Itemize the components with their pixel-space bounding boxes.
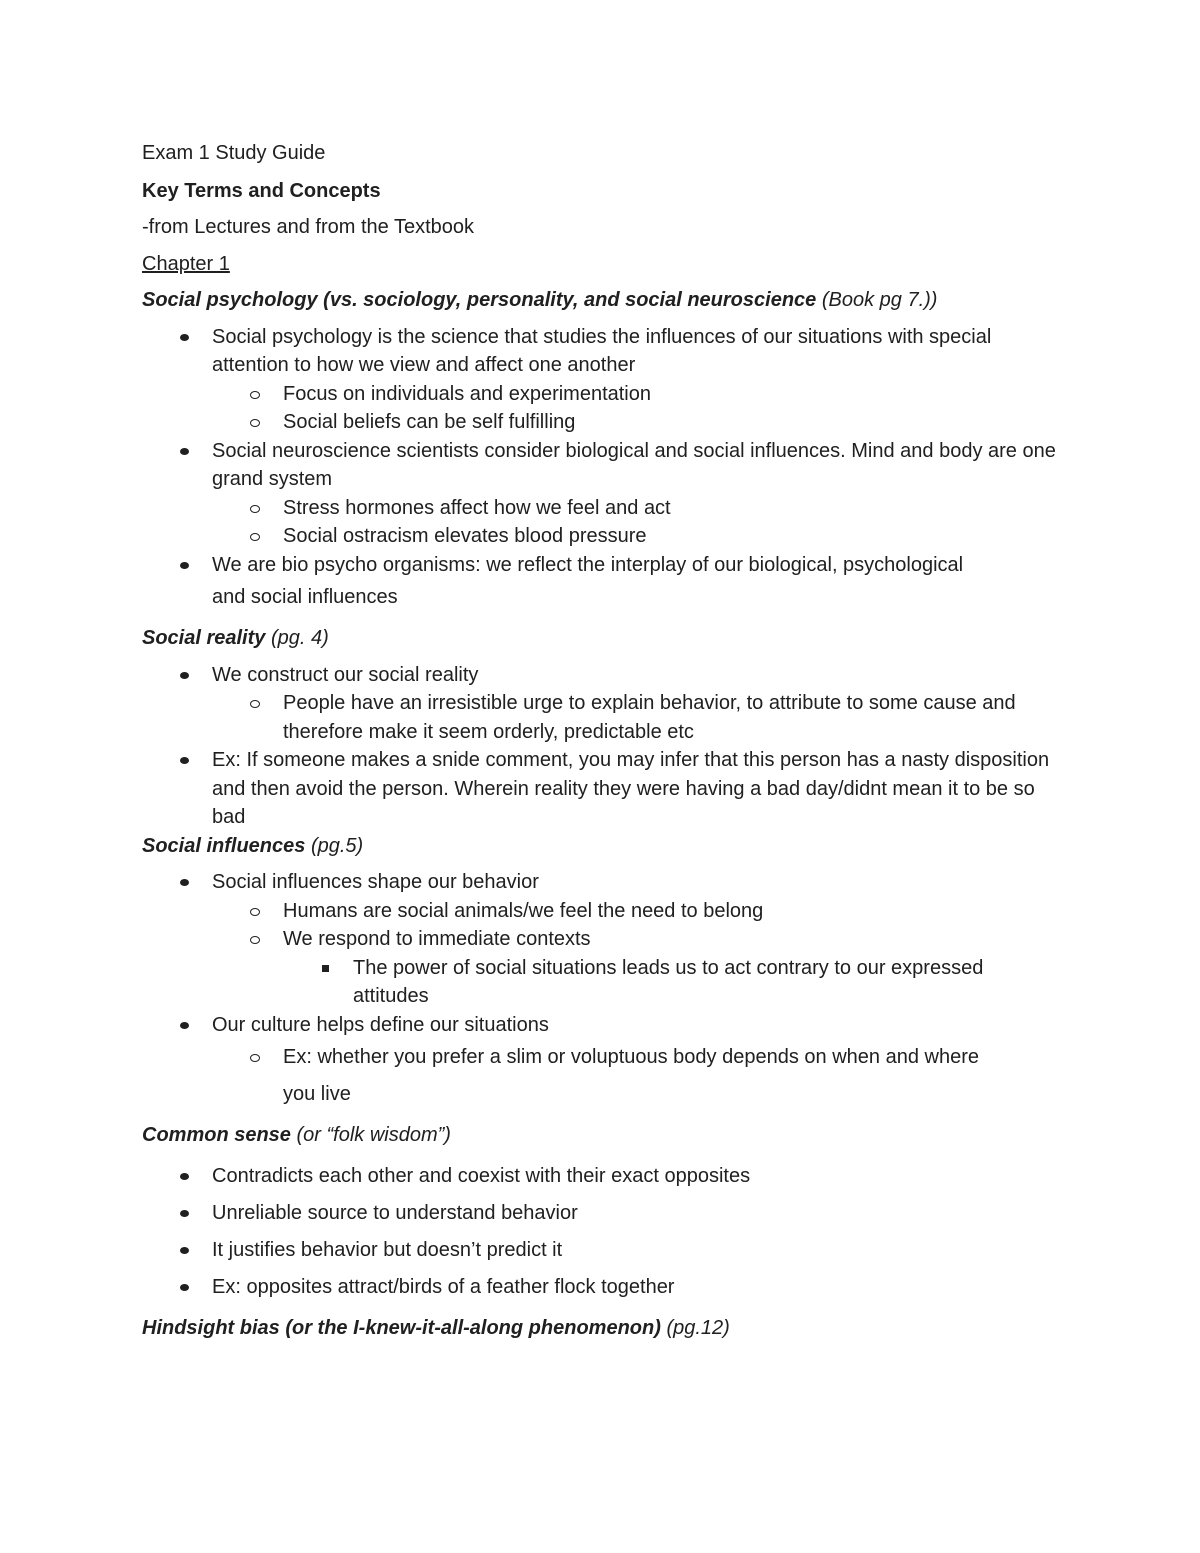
square-bullet-icon [322, 965, 329, 972]
list-item [142, 323, 1062, 380]
list-item-text: Ex: If someone makes a snide comment, you may infer that this person has a nasty disposition and then avoid the person. Wherein reality they were having a bad day/didnt mean it to be so bad [212, 749, 1050, 828]
list-item [142, 925, 1062, 954]
document-title: Exam 1 Study Guide [142, 142, 326, 164]
filled-bullet-icon [180, 879, 189, 886]
section-heading-hindsight-bias [142, 1314, 1062, 1343]
list-item [142, 1195, 1062, 1232]
list-item [142, 1011, 1062, 1040]
list-item-text: It justifies behavior but doesn’t predict it [212, 1238, 563, 1261]
list-item-text: We are bio psycho organisms: we reflect the interplay of our biological, psychological [212, 553, 964, 576]
bullet-list [142, 1158, 1062, 1306]
hollow-bullet-icon [250, 936, 260, 944]
section-title: Social influences [142, 834, 306, 857]
section-heading-common-sense [142, 1121, 1062, 1150]
filled-bullet-icon [180, 1173, 189, 1180]
list-item-text: Contradicts each other and coexist with their exact opposites [212, 1164, 751, 1187]
list-item [142, 408, 1062, 437]
page-reference: (pg.12) [660, 1316, 730, 1339]
hollow-bullet-icon [250, 419, 260, 427]
list-item [142, 494, 1062, 523]
section-heading-social-psychology [142, 286, 1062, 315]
list-item-text: Social influences shape our behavior [212, 871, 539, 893]
list-item-text: Social neuroscience scientists consider biological and social influences. Mind and body are one grand system [212, 439, 1056, 490]
list-item [142, 689, 1062, 746]
list-item [142, 661, 1062, 690]
list-item-text: you live [283, 1083, 351, 1105]
filled-bullet-icon [180, 672, 189, 679]
section-title: Social reality [142, 627, 266, 649]
bullet-list [142, 868, 1062, 1113]
filled-bullet-icon [180, 562, 189, 569]
list-item-text: Social psychology is the science that studies the influences of our situations with special attention to how we view and affect one another [212, 325, 992, 376]
list-item-text: Stress hormones affect how we feel and act [283, 496, 671, 519]
filled-bullet-icon [180, 1247, 189, 1254]
list-item-continuation [142, 1076, 1062, 1113]
filled-bullet-icon [180, 1284, 189, 1291]
section-title: Social psychology (vs. sociology, personality, and social neuroscience [142, 289, 817, 311]
hollow-bullet-icon [250, 391, 260, 399]
list-item-continuation [142, 579, 1062, 616]
section-heading-social-influences [142, 832, 1062, 861]
source-line: -from Lectures and from the Textbook [142, 216, 475, 238]
list-item-text: People have an irresistible urge to explain behavior, to attribute to some cause and therefore make it seem orderly, predictable etc [283, 692, 1016, 743]
list-item-text: Social beliefs can be self fulfilling [283, 411, 576, 433]
list-item [142, 551, 1062, 580]
list-item [142, 746, 1062, 832]
list-item-text: Our culture helps define our situations [212, 1013, 549, 1036]
filled-bullet-icon [180, 1022, 189, 1029]
page-reference: (Book pg 7.)) [816, 289, 938, 311]
filled-bullet-icon [180, 757, 189, 764]
section-heading-social-reality [142, 624, 1062, 653]
filled-bullet-icon [180, 334, 189, 341]
section-title: Hindsight bias (or the I-knew-it-all-along phenomenon) [142, 1316, 661, 1339]
list-item-text: The power of social situations leads us to act contrary to our expressed attitudes [353, 956, 984, 1007]
list-item [142, 1269, 1062, 1306]
list-item-text: Unreliable source to understand behavior [212, 1201, 578, 1224]
list-item-text: We construct our social reality [212, 663, 479, 686]
bullet-list [142, 323, 1062, 617]
list-item-text: Ex: whether you prefer a slim or voluptuous body depends on when and where [283, 1046, 979, 1068]
page-reference: (pg. 4) [265, 627, 329, 649]
chapter-heading: Chapter 1 [142, 252, 230, 275]
list-item [142, 437, 1062, 494]
hollow-bullet-icon [250, 533, 260, 541]
list-item-text: Humans are social animals/we feel the need to belong [283, 899, 764, 922]
list-item [142, 1158, 1062, 1195]
list-item-text: We respond to immediate contexts [283, 928, 591, 950]
list-item-text: and social influences [212, 586, 398, 608]
document-body [142, 139, 1062, 1350]
list-item [142, 1232, 1062, 1269]
bullet-list [142, 661, 1062, 832]
page-reference: (or “folk wisdom”) [290, 1124, 451, 1146]
list-item-text: Social ostracism elevates blood pressure [283, 525, 647, 547]
hollow-bullet-icon [250, 1054, 260, 1062]
page-reference: (pg.5) [305, 834, 364, 857]
list-item [142, 522, 1062, 551]
filled-bullet-icon [180, 1210, 189, 1217]
list-item [142, 380, 1062, 409]
list-item [142, 1039, 1062, 1076]
filled-bullet-icon [180, 448, 189, 455]
list-item-text: Focus on individuals and experimentation [283, 382, 651, 405]
list-item [142, 954, 1062, 1011]
hollow-bullet-icon [250, 908, 260, 916]
key-terms-heading: Key Terms and Concepts [142, 179, 381, 202]
list-item [142, 897, 1062, 926]
list-item-text: Ex: opposites attract/birds of a feather flock together [212, 1275, 675, 1298]
hollow-bullet-icon [250, 505, 260, 513]
list-item [142, 868, 1062, 897]
hollow-bullet-icon [250, 700, 260, 708]
section-title: Common sense [142, 1124, 291, 1146]
